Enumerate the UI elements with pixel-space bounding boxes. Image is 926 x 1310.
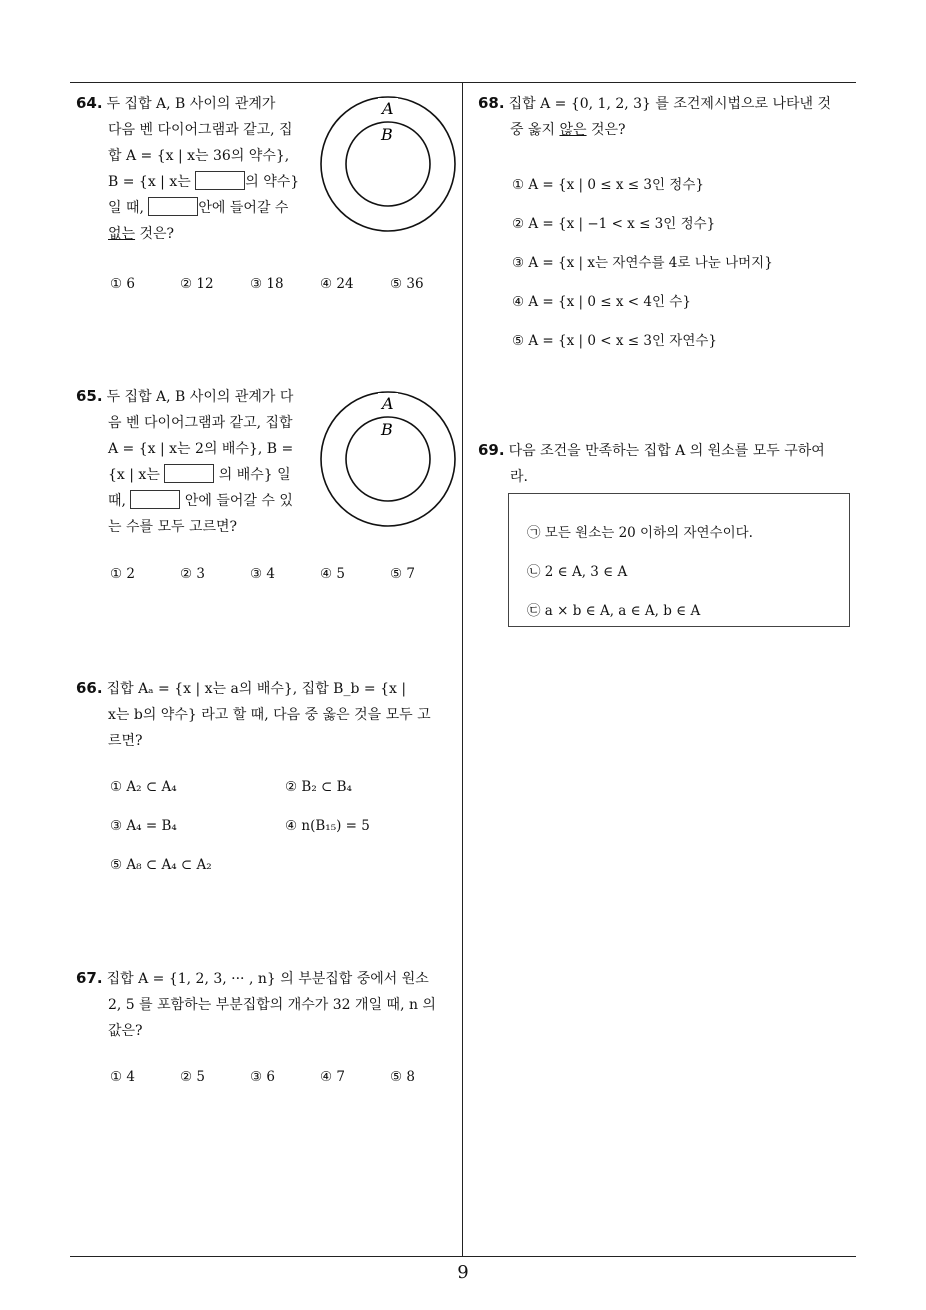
question-68 [478,90,858,143]
question-text: 다음 조건을 만족하는 집합 A 의 원소를 모두 구하여 [508,443,825,459]
question-text: x는 b의 약수} 라고 할 때, 다음 중 옳은 것을 모두 고 [108,707,431,723]
question-text: 집합 A = {0, 1, 2, 3} 를 조건제시법으로 나타낸 것 [508,96,832,112]
page-number: 9 [457,1262,469,1283]
option[interactable]: ① A = {x | 0 ≤ x ≤ 3인 정수} [512,177,704,193]
question-text: 안에 들어갈 수 있 [184,493,293,509]
question-text: 일 때, [108,200,144,216]
question-text: A = {x | x는 2의 배수}, B = [108,441,294,457]
option[interactable]: ② 5 [180,1069,205,1085]
question-text: 때, [108,493,126,509]
question-64 [76,90,316,247]
blank-box [130,490,180,509]
condition: ㉠ 모든 원소는 20 이하의 자연수이다. [527,525,753,541]
question-text: 르면? [108,733,143,749]
set-label: A [382,394,394,413]
venn-diagram [318,389,458,529]
option[interactable]: ② A = {x | −1 < x ≤ 3인 정수} [512,216,716,232]
bottom-rule [70,1256,856,1257]
question-number: 64. [76,94,103,112]
question-text: 집합 Aₐ = {x | x는 a의 배수}, 집합 B_b = {x | [106,681,407,697]
option[interactable]: ④ A = {x | 0 ≤ x < 4인 수} [512,294,691,310]
question-number: 66. [76,679,103,697]
set-label: B [381,125,393,144]
question-text: 합 A = {x | x는 36의 약수}, [108,148,290,164]
blank-box [195,171,245,190]
blank-box [148,197,198,216]
underlined-word: 없는 [108,226,136,242]
question-text: B = {x | x는 [108,174,191,190]
option[interactable]: ③ A₄ = B₄ [110,818,177,834]
option[interactable]: ③ 18 [250,276,284,292]
top-rule [70,82,856,83]
option[interactable]: ③ 6 [250,1069,275,1085]
question-text: 2, 5 를 포함하는 부분집합의 개수가 32 개일 때, n 의 [108,997,436,1013]
option[interactable]: ⑤ A = {x | 0 < x ≤ 3인 자연수} [512,333,717,349]
question-text: 두 집합 A, B 사이의 관계가 다 [106,389,294,405]
option[interactable]: ⑤ 36 [390,276,424,292]
option[interactable]: ① 2 [110,566,135,582]
question-number: 69. [478,441,505,459]
option[interactable]: ① 4 [110,1069,135,1085]
option[interactable]: ② 3 [180,566,205,582]
question-text: 의 배수} 일 [218,467,291,483]
set-label: B [381,420,393,439]
question-67 [76,965,456,1044]
question-69 [478,437,858,490]
option[interactable]: ④ 24 [320,276,354,292]
option[interactable]: ① A₂ ⊂ A₄ [110,779,177,795]
option[interactable]: ② 12 [180,276,214,292]
question-65 [76,383,316,540]
option[interactable]: ④ n(B₁₅) = 5 [285,818,370,834]
question-text: 두 집합 A, B 사이의 관계가 [106,96,276,112]
question-text: 중 옳지 [510,122,560,138]
question-text: 는 수를 모두 고르면? [108,519,238,535]
venn-diagram [318,94,458,234]
question-text: 집합 A = {1, 2, 3, ··· , n} 의 부분집합 중에서 원소 [106,971,429,987]
option[interactable]: ③ A = {x | x는 자연수를 4로 나눈 나머지} [512,255,773,271]
blank-box [164,464,214,483]
option[interactable]: ⑤ 7 [390,566,415,582]
question-text: 음 벤 다이어그램과 같고, 집합 [108,415,293,431]
option[interactable]: ⑤ 8 [390,1069,415,1085]
question-number: 67. [76,969,103,987]
option[interactable]: ④ 5 [320,566,345,582]
question-text: 것은? [135,226,175,242]
option[interactable]: ⑤ A₈ ⊂ A₄ ⊂ A₂ [110,857,212,873]
option[interactable]: ① 6 [110,276,135,292]
question-text: 것은? [586,122,626,138]
option[interactable]: ② B₂ ⊂ B₄ [285,779,352,795]
set-label: A [382,99,394,118]
question-number: 65. [76,387,103,405]
question-text: 다음 벤 다이어그램과 같고, 집 [108,122,293,138]
question-text: 값은? [108,1023,143,1039]
question-text: 안에 들어갈 수 [198,200,289,216]
question-text: {x | x는 [108,467,160,483]
condition: ㉢ a × b ∈ A, a ∈ A, b ∈ A [527,603,701,619]
conditions-box [508,493,850,627]
question-text: 라. [510,469,528,485]
question-66 [76,675,456,754]
condition: ㉡ 2 ∈ A, 3 ∈ A [527,564,628,580]
column-divider [462,82,463,1257]
question-number: 68. [478,94,505,112]
question-text: 의 약수} [245,174,300,190]
underlined-word: 않은 [559,122,587,138]
option[interactable]: ③ 4 [250,566,275,582]
option[interactable]: ④ 7 [320,1069,345,1085]
